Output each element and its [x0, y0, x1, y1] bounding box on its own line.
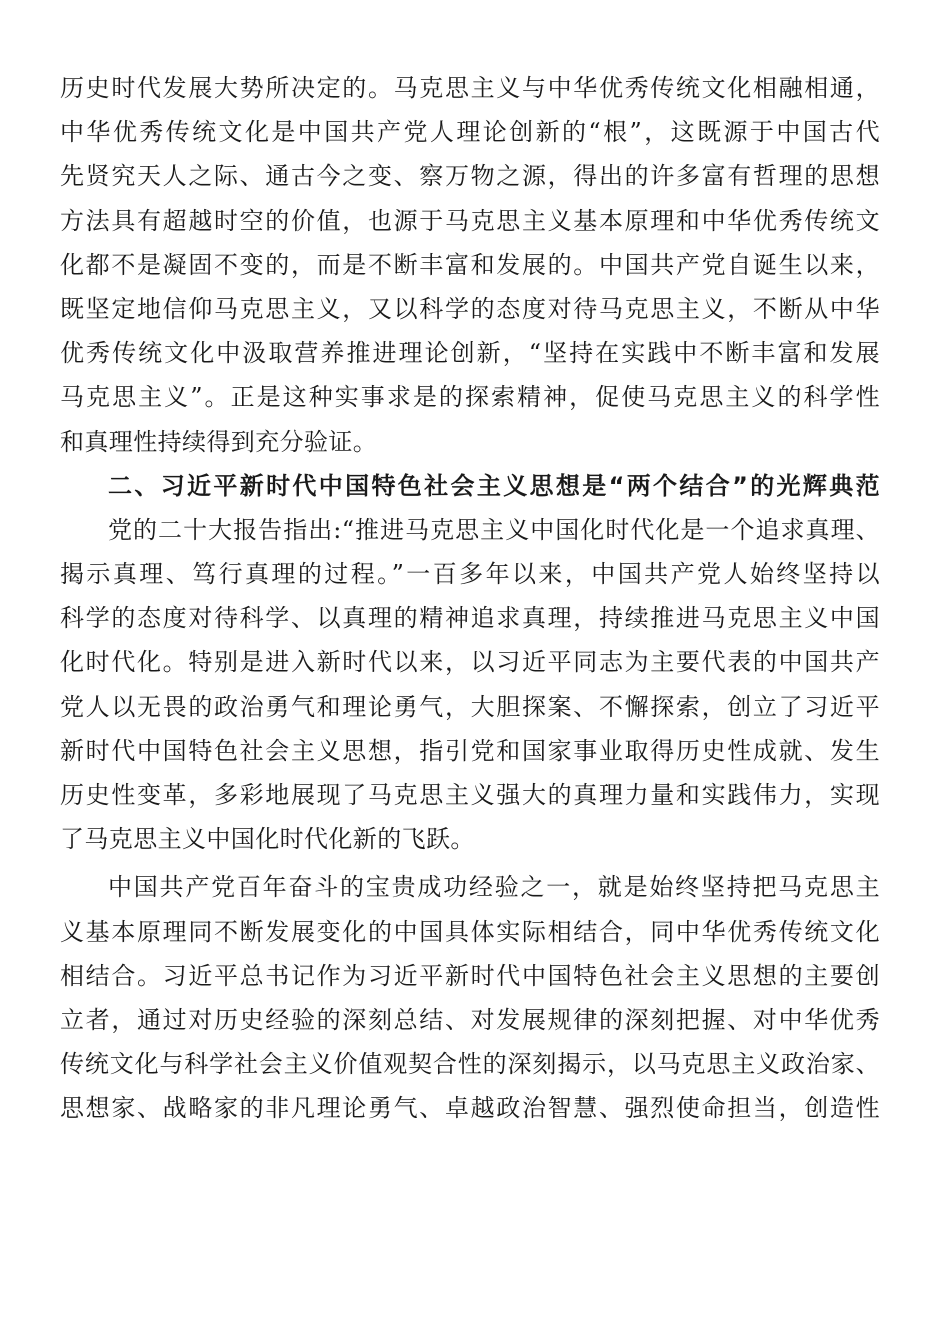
- heading-text: 二、习近平新时代中国特色社会主义思想是“两个结合”的光辉典范: [108, 471, 880, 500]
- paragraph: [60, 865, 880, 1130]
- text-line: 化时代化。特别是进入新时代以来，以习近平同志为主要代表的中国共产: [60, 648, 880, 677]
- text-line: 传统文化与科学社会主义价值观契合性的深刻揭示，以马克思主义政治家、: [60, 1050, 880, 1079]
- text-line: 优秀传统文化中汲取营养推进理论创新，“坚持在实践中不断丰富和发展: [60, 339, 880, 368]
- text-line: 相结合。习近平总书记作为习近平新时代中国特色社会主义思想的主要创: [60, 961, 880, 990]
- text-line: 历史性变革，多彩地展现了马克思主义强大的真理力量和实践伟力，实现: [60, 781, 880, 809]
- text-line: 马克思主义”。正是这种实事求是的探索精神，促使马克思主义的科学性: [60, 383, 880, 412]
- text-line: 党人以无畏的政治勇气和理论勇气，大胆探案、不懈探索，创立了习近平: [60, 692, 880, 721]
- text-line: 揭示真理、笃行真理的过程。”一百多年以来，中国共产党人始终坚持以: [60, 560, 880, 589]
- text-line: 中国共产党百年奋斗的宝贵成功经验之一，就是始终坚持把马克思主: [108, 873, 880, 902]
- document-page: [60, 66, 880, 1131]
- paragraph-continuation: [60, 66, 880, 464]
- text-line: 化都不是凝固不变的，而是不断丰富和发展的。中国共产党自诞生以来，: [60, 250, 880, 279]
- text-line: 先贤究天人之际、通古今之变、察万物之源，得出的许多富有哲理的思想: [60, 162, 880, 191]
- section-heading: [60, 464, 880, 508]
- text-line: 新时代中国特色社会主义思想，指引党和国家事业取得历史性成就、发生: [60, 736, 880, 765]
- text-line: 科学的态度对待科学、以真理的精神追求真理，持续推进马克思主义中国: [60, 604, 880, 633]
- text-line: 既坚定地信仰马克思主义，又以科学的态度对待马克思主义，不断从中华: [60, 294, 880, 323]
- text-line: 义基本原理同不断发展变化的中国具体实际相结合，同中华优秀传统文化: [60, 917, 880, 946]
- text-line: 了马克思主义中国化时代化新的飞跃。: [60, 825, 475, 854]
- text-line: 和真理性持续得到充分验证。: [60, 427, 378, 456]
- text-line: 党的二十大报告指出:“推进马克思主义中国化时代化是一个追求真理、: [108, 515, 880, 544]
- text-line: 历史时代发展大势所决定的。马克思主义与中华优秀传统文化相融相通，: [60, 74, 880, 102]
- text-line: 立者，通过对历史经验的深刻总结、对发展规律的深刻把握、对中华优秀: [60, 1005, 880, 1034]
- text-line: 中华优秀传统文化是中国共产党人理论创新的“根”，这既源于中国古代: [60, 118, 880, 147]
- paragraph: [60, 508, 880, 862]
- text-line: 方法具有超越时空的价值，也源于马克思主义基本原理和中华优秀传统文: [60, 206, 880, 235]
- text-line: 思想家、战略家的非凡理论勇气、卓越政治智慧、强烈使命担当，创造性: [60, 1094, 880, 1123]
